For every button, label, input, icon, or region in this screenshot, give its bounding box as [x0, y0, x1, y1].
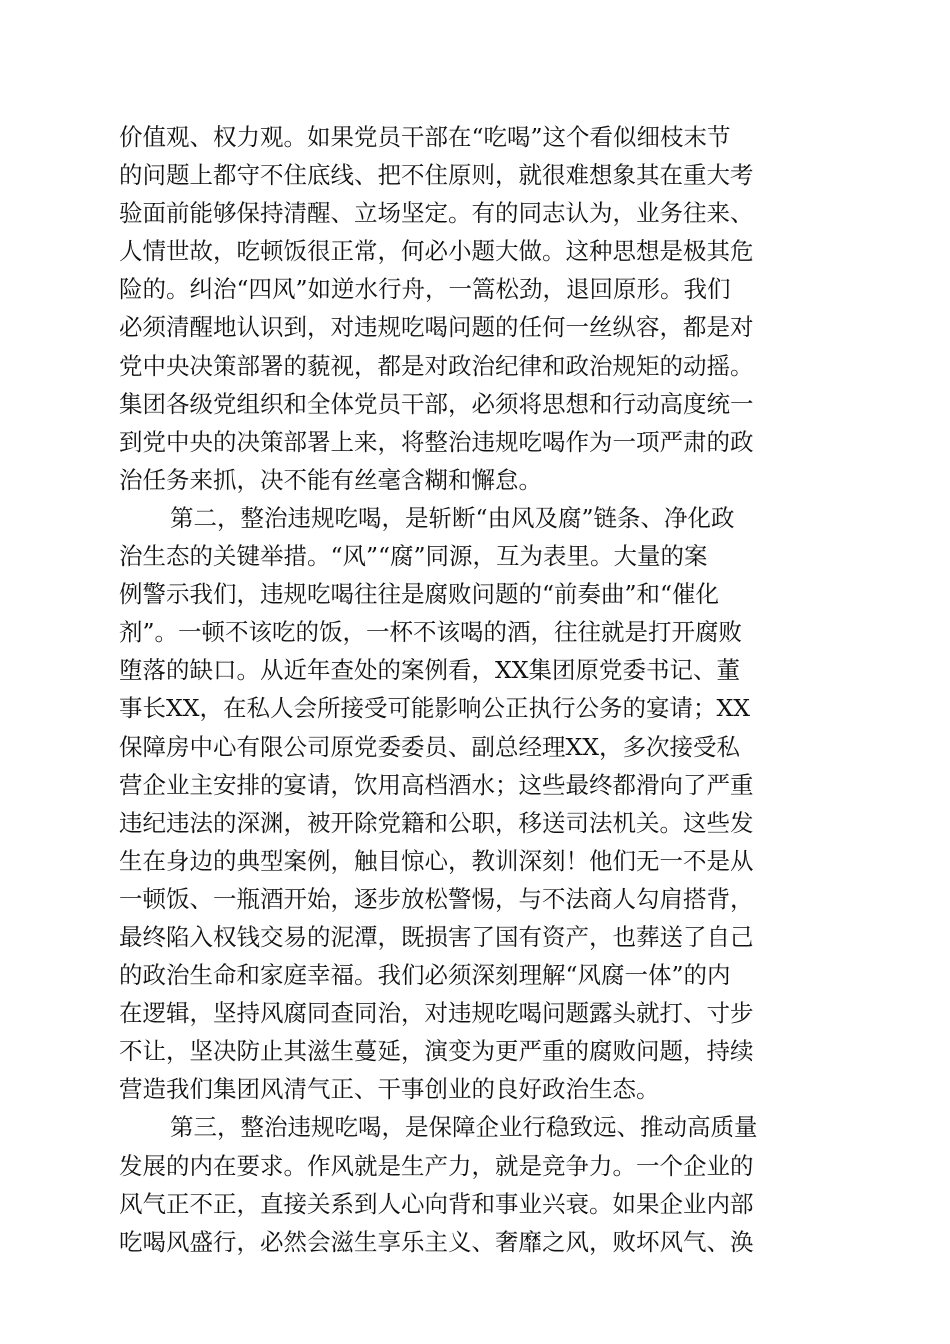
text-line: 治任务来抓，决不能有丝毫含糊和懈怠。 — [119, 465, 542, 494]
text-line: 发展的内在要求。作风就是生产力，就是竞争力。一个企业的 — [119, 1151, 754, 1180]
text-line: 一顿饭、一瓶酒开始，逐步放松警惕，与不法商人勾肩搭背， — [119, 884, 754, 913]
text-line: 集团各级党组织和全体党员干部，必须将思想和行动高度统一 — [119, 389, 754, 418]
text-line: 保障房中心有限公司原党委委员、副总经理XX，多次接受私 — [119, 732, 740, 761]
text-line: 生在身边的典型案例，触目惊心，教训深刻！他们无一不是从 — [119, 846, 754, 875]
paragraph-start-line: 第三，整治违规吃喝，是保障企业行稳致远、推动高质量 — [170, 1113, 758, 1142]
text-line: 验面前能够保持清醒、立场坚定。有的同志认为，业务往来、 — [119, 199, 754, 228]
text-line: 险的。纠治“四风”如逆水行舟，一篙松劲，退回原形。我们 — [119, 275, 731, 304]
text-line: 营企业主安排的宴请，饮用高档酒水；这些最终都滑向了严重 — [119, 770, 754, 799]
text-line: 必须清醒地认识到，对违规吃喝问题的任何一丝纵容，都是对 — [119, 313, 754, 342]
text-line: 的问题上都守不住底线、把不住原则，就很难想象其在重大考 — [119, 161, 754, 190]
text-line: 治生态的关键举措。“风”“腐”同源，互为表里。大量的案 — [119, 542, 708, 571]
text-line: 风气正不正，直接关系到人心向背和事业兴衰。如果企业内部 — [119, 1189, 754, 1218]
text-line: 剂”。一顿不该吃的饭，一杯不该喝的酒，往往就是打开腐败 — [119, 618, 743, 647]
text-line: 堕落的缺口。从近年查处的案例看，XX集团原党委书记、董 — [119, 656, 740, 685]
text-line: 吃喝风盛行，必然会滋生享乐主义、奢靡之风，败坏风气、涣 — [119, 1227, 754, 1256]
text-line: 到党中央的决策部署上来，将整治违规吃喝作为一项严肃的政 — [119, 427, 754, 456]
document-body — [119, 118, 824, 1261]
text-line: 在逻辑，坚持风腐同查同治，对违规吃喝问题露头就打、寸步 — [119, 999, 754, 1028]
text-line: 的政治生命和家庭幸福。我们必须深刻理解“风腐一体”的内 — [119, 961, 731, 990]
text-line: 不让，坚决防止其滋生蔓延，演变为更严重的腐败问题，持续 — [119, 1037, 754, 1066]
text-line: 党中央决策部署的藐视，都是对政治纪律和政治规矩的动摇。 — [119, 351, 754, 380]
text-line: 事长XX，在私人会所接受可能影响公正执行公务的宴请；XX — [119, 694, 750, 723]
text-line: 人情世故，吃顿饭很正常，何必小题大做。这种思想是极其危 — [119, 237, 754, 266]
text-line: 例警示我们，违规吃喝往往是腐败问题的“前奏曲”和“催化 — [119, 580, 720, 609]
paragraph-start-line: 第二，整治违规吃喝，是斩断“由风及腐”链条、净化政 — [170, 503, 735, 532]
text-line: 营造我们集团风清气正、干事创业的良好政治生态。 — [119, 1075, 660, 1104]
text-line: 违纪违法的深渊，被开除党籍和公职，移送司法机关。这些发 — [119, 808, 754, 837]
text-line: 价值观、权力观。如果党员干部在“吃喝”这个看似细枝末节 — [119, 123, 731, 151]
text-line: 最终陷入权钱交易的泥潭，既损害了国有资产，也葬送了自己 — [119, 922, 754, 951]
